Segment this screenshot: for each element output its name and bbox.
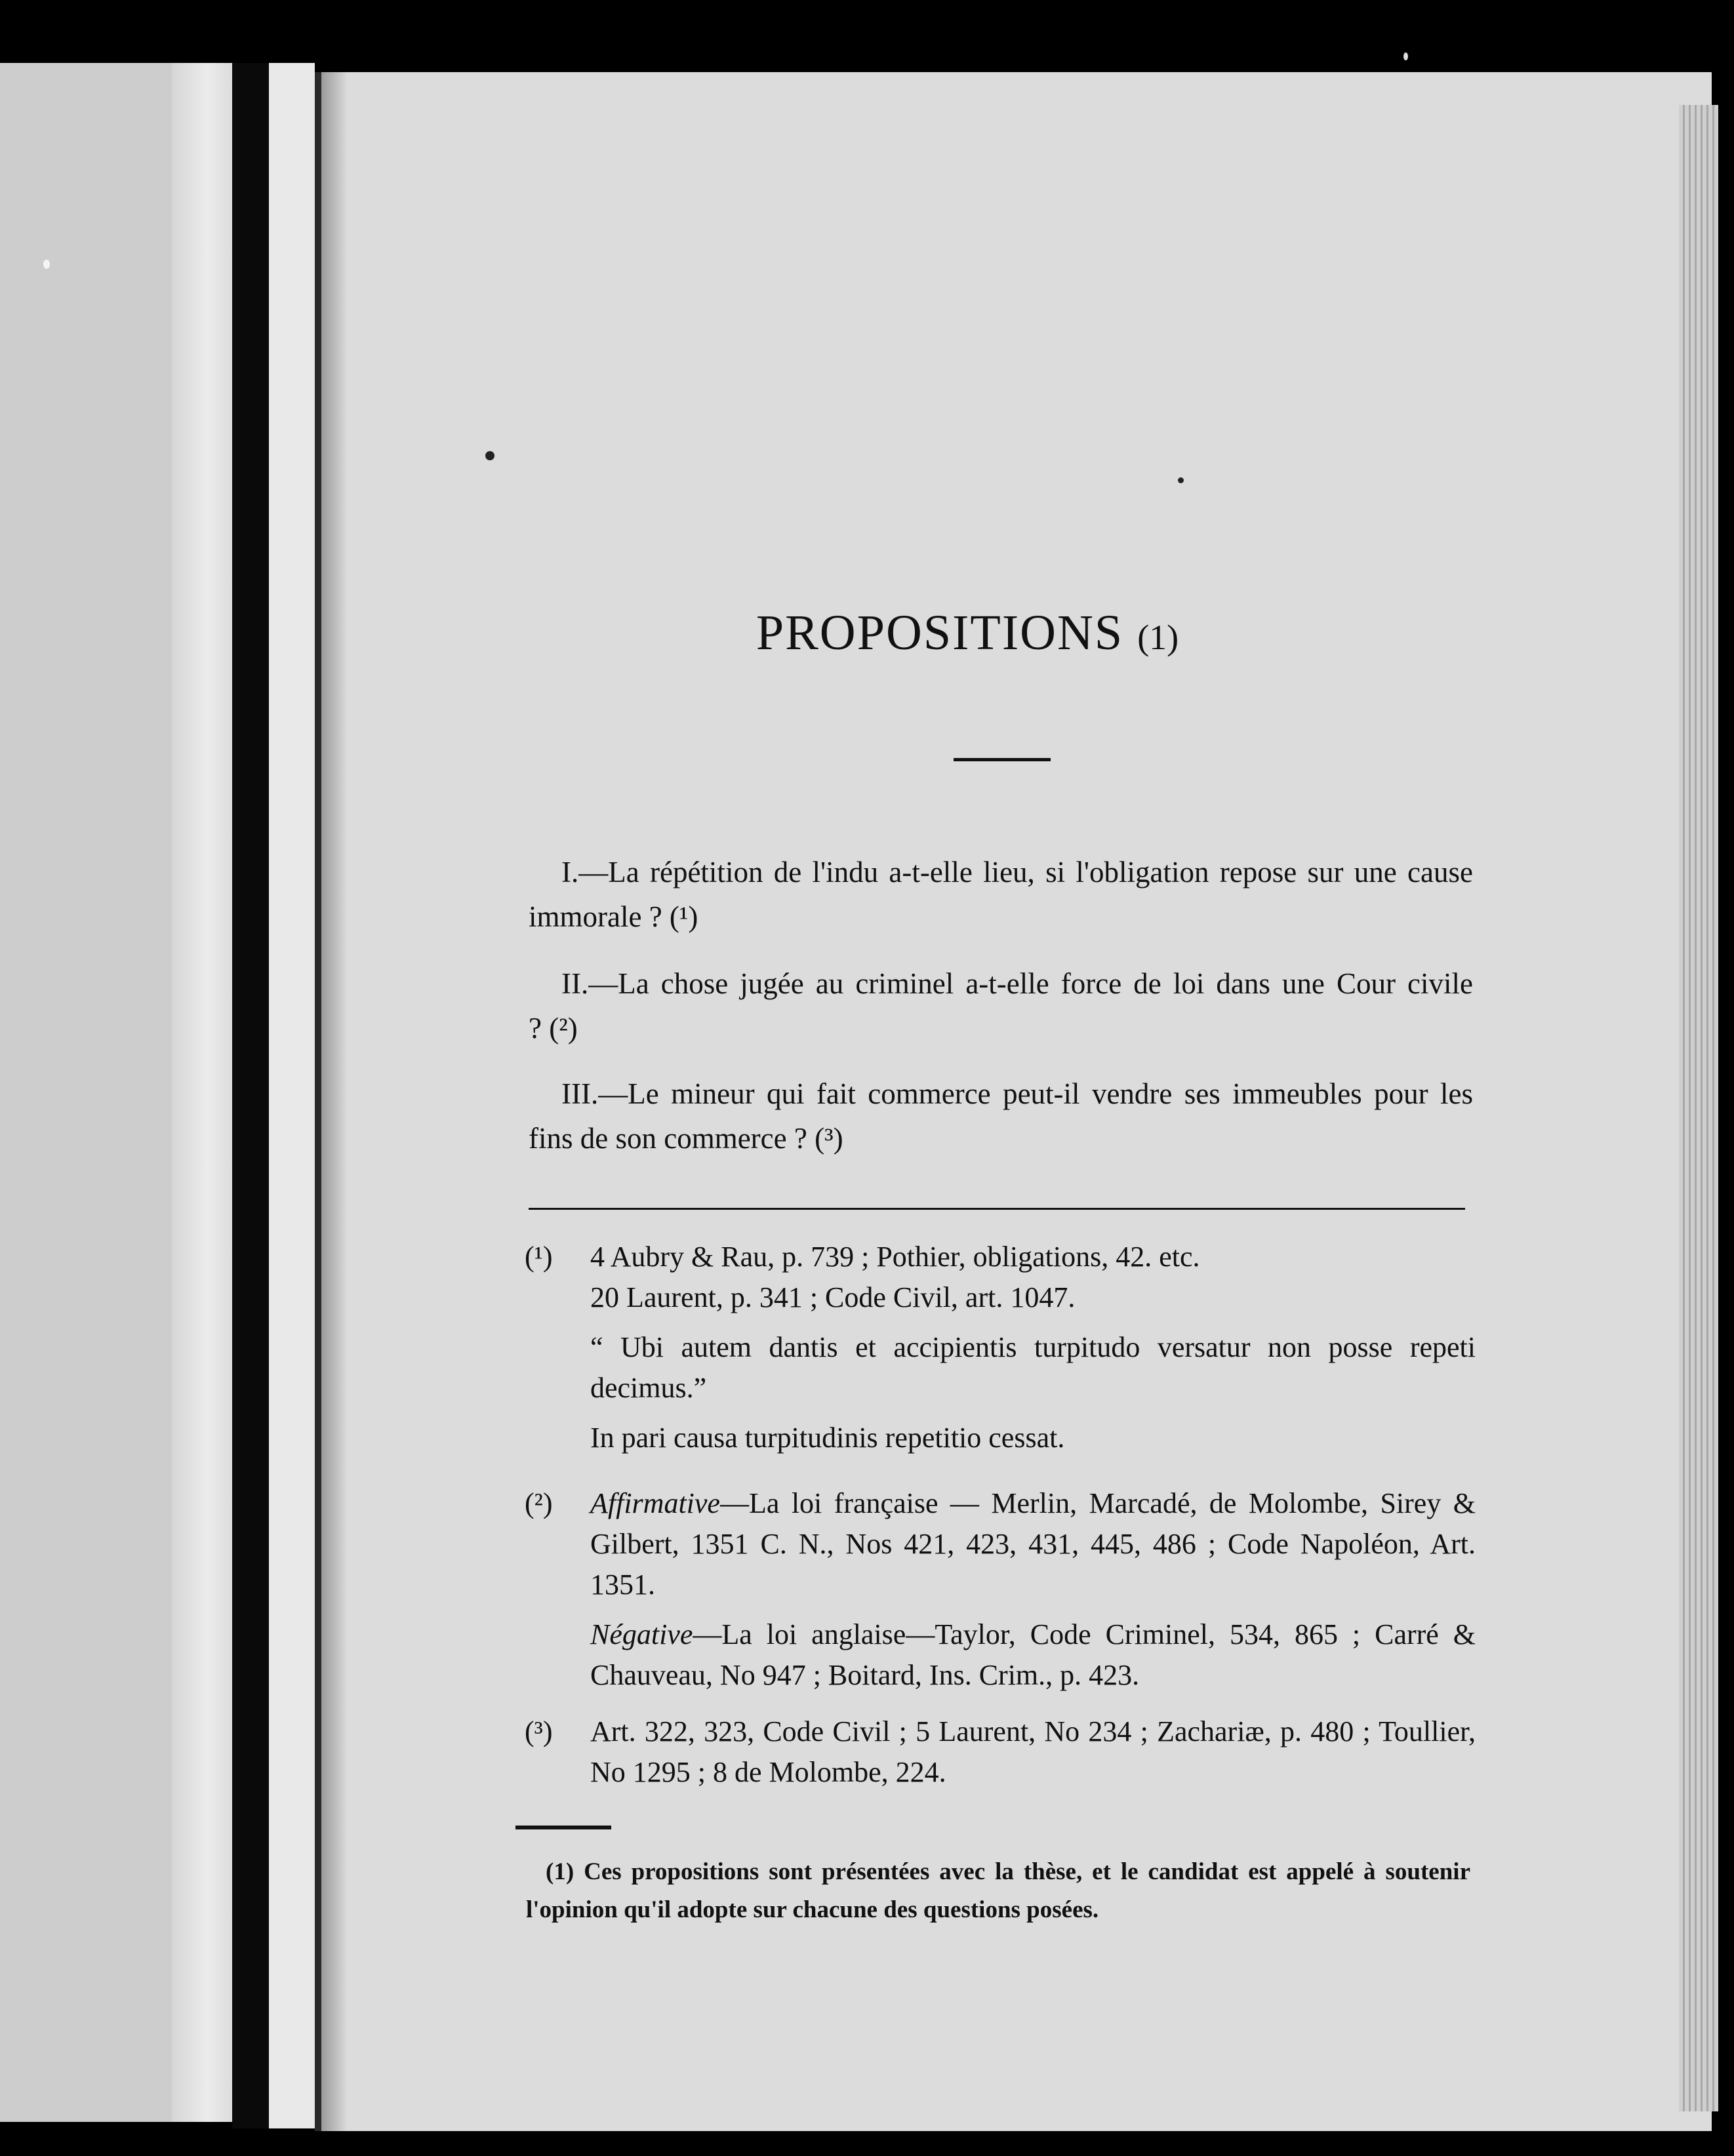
proposition-ref: (¹)	[669, 900, 698, 933]
affirmative-text: —La loi française — Merlin, Marcadé, de Molombe, Sirey & Gilbert, 1351 C. N., Nos 421, 423, 431, 445, 486 ; Code Napoléon, Art. 1351.	[590, 1487, 1476, 1601]
binding-gutter	[232, 63, 269, 2128]
negative-text: —La loi anglaise—Taylor, Code Criminel, 534, 865 ; Carré & Chauveau, No 947 ; Boitard, Ins. Crim., p. 423.	[590, 1618, 1476, 1691]
page-shadow	[321, 72, 348, 2131]
bottom-note-text: Ces propositions sont présentées avec la thèse, et le candidat est appelé à soutenir l'opinion qu'il adopte sur chacune des questions posées.	[526, 1858, 1470, 1923]
proposition-text: La chose jugée au criminel a-t-elle force de loi dans une Cour civile ?	[529, 967, 1473, 1045]
scan-speck	[43, 260, 50, 269]
proposition-number: I.—	[561, 856, 609, 888]
proposition-ref: (³)	[815, 1122, 843, 1155]
proposition-ref: (²)	[549, 1012, 578, 1045]
proposition-text: Le mineur qui fait commerce peut-il vendre ses immeubles pour les fins de son commerce ?	[529, 1077, 1473, 1155]
binding-strip	[269, 63, 315, 2128]
footnote-marker: (³)	[525, 1715, 553, 1747]
page-stack-edge	[1679, 105, 1718, 2111]
footnote-line: 4 Aubry & Rau, p. 739 ; Pothier, obligations, 42. etc.	[590, 1241, 1200, 1273]
footnote-3	[525, 1711, 1476, 1793]
title-rule	[954, 758, 1051, 761]
footnote-marker: (¹)	[525, 1241, 553, 1273]
footnote-quote: “ Ubi autem dantis et accipientis turpitudo versatur non posse repeti decimus.”	[590, 1331, 1476, 1404]
proposition-text: La répétition de l'indu a-t-elle lieu, si l'obligation repose sur une cause immorale ?	[529, 856, 1473, 933]
title-text: PROPOSITIONS	[756, 605, 1124, 660]
proposition-number: III.—	[561, 1077, 628, 1110]
proposition-3	[529, 1071, 1473, 1161]
footnote-2	[525, 1483, 1476, 1696]
footnote-1	[525, 1237, 1476, 1458]
footnote-marker: (²)	[525, 1487, 553, 1519]
affirmative-label: Affirmative	[590, 1487, 720, 1519]
negative-label: Négative	[590, 1618, 693, 1650]
footnote-line: In pari causa turpitudinis repetitio cessat.	[590, 1422, 1065, 1454]
footnote-affirmative	[590, 1483, 1476, 1605]
bottom-note	[526, 1853, 1470, 1929]
footnote-line: 20 Laurent, p. 341 ; Code Civil, art. 1047.	[590, 1281, 1076, 1313]
scan-speck	[1178, 477, 1184, 483]
note-separator	[515, 1826, 611, 1829]
proposition-2	[529, 961, 1473, 1050]
footnote-negative	[590, 1614, 1476, 1696]
scan-speck	[1403, 52, 1408, 60]
footnote-separator	[529, 1208, 1465, 1210]
page-title	[656, 605, 1279, 662]
scan-speck	[485, 451, 494, 460]
proposition-1	[529, 850, 1473, 939]
bottom-note-marker: (1)	[546, 1858, 575, 1885]
proposition-number: II.—	[561, 967, 618, 1000]
title-note-marker: (1)	[1137, 618, 1179, 657]
left-page-edge	[172, 63, 232, 2122]
footnote-line: Art. 322, 323, Code Civil ; 5 Laurent, No 234 ; Zachariæ, p. 480 ; Toullier, No 1295 ; 8 de Molombe, 224.	[590, 1715, 1476, 1788]
